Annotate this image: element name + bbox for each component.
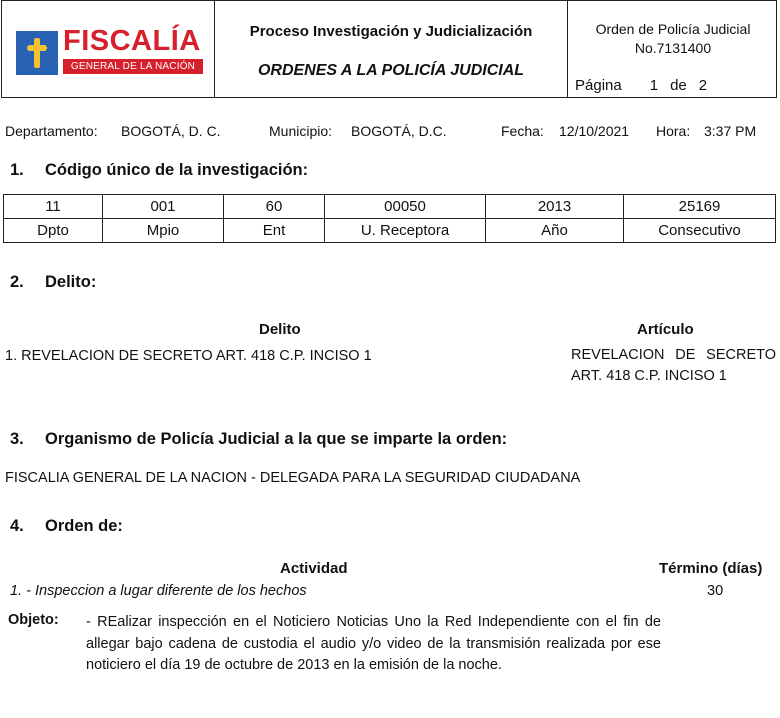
section-title: Organismo de Policía Judicial a la que se imparte la orden: [45, 430, 508, 448]
logo-wordmark: FISCALÍA [63, 25, 201, 57]
page-of: de [670, 77, 687, 94]
label-dpto: Dpto [4, 219, 103, 243]
page-indicator [575, 77, 707, 94]
code-ent: 60 [224, 195, 325, 219]
order-number-block [568, 20, 778, 58]
investigation-code-table [3, 194, 776, 243]
date-label: Fecha: [501, 123, 544, 139]
section-title: Delito: [45, 273, 97, 291]
articulo-text: REVELACION DE SECRETO ART. 418 C.P. INCISO 1 [571, 347, 776, 384]
label-receptora: U. Receptora [325, 219, 486, 243]
label-mpio: Mpio [103, 219, 224, 243]
cross-emblem-icon [27, 37, 47, 69]
section-1-heading [10, 161, 308, 180]
section-2-heading [10, 273, 96, 292]
code-receptora: 00050 [325, 195, 486, 219]
articulo-column-header: Artículo [637, 321, 694, 338]
order-number: No.7131400 [634, 40, 712, 56]
actividad-column-header: Actividad [280, 560, 348, 577]
code-year: 2013 [486, 195, 624, 219]
section-title: Orden de: [45, 517, 123, 535]
organism-text: FISCALIA GENERAL DE LA NACION - DELEGADA PARA LA SEGURIDAD CIUDADANA [5, 470, 581, 486]
code-labels-row [4, 219, 776, 243]
time-value: 3:37 PM [704, 123, 757, 139]
department-label: Departamento: [5, 123, 98, 139]
section-4-heading [10, 517, 123, 536]
section-3-heading [10, 430, 507, 449]
term-days-value: 30 [707, 583, 724, 599]
code-consecutive: 25169 [624, 195, 776, 219]
section-number: 4. [10, 517, 24, 535]
label-ent: Ent [224, 219, 325, 243]
order-label: Orden de Policía Judicial [595, 21, 751, 37]
municipality-value: BOGOTÁ, D.C. [351, 123, 447, 139]
code-mpio: 001 [103, 195, 224, 219]
document-title: ORDENES A LA POLICÍA JUDICIAL [257, 62, 525, 79]
department-value: BOGOTÁ, D. C. [121, 123, 221, 139]
time-label: Hora: [656, 123, 691, 139]
label-consecutive: Consecutivo [624, 219, 776, 243]
logo-subtitle: GENERAL DE LA NACIÓN [63, 59, 203, 74]
section-title: Código único de la investigación: [45, 161, 309, 179]
label-year: Año [486, 219, 624, 243]
code-dpto: 11 [4, 195, 103, 219]
date-value: 12/10/2021 [559, 123, 630, 139]
page-total: 2 [698, 77, 708, 94]
process-title: Proceso Investigación y Judicialización [249, 23, 533, 40]
section-number: 3. [10, 430, 24, 448]
objeto-label: Objeto: [8, 612, 59, 628]
document-header [1, 0, 777, 98]
activity-text: 1. - Inspeccion a lugar diferente de los hechos [10, 583, 307, 599]
section-number: 1. [10, 161, 24, 179]
municipality-label: Municipio: [269, 123, 333, 139]
section-number: 2. [10, 273, 24, 291]
termino-column-header: Término (días) [659, 560, 763, 577]
page-current: 1 [649, 77, 659, 94]
page-label: Página [575, 77, 622, 94]
header-divider [214, 1, 215, 97]
delito-column-header: Delito [259, 321, 301, 338]
objeto-text: - REalizar inspección en el Noticiero Noticias Uno la Red Independiente con el fin de allegar bajo cadena de custodia el audio y/o video de la transmisión realizada por ese noticiero el día 19 de octubre de 2013 en la emisión de la noche. [86, 614, 661, 673]
code-values-row [4, 195, 776, 219]
delito-text: 1. REVELACION DE SECRETO ART. 418 C.P. INCISO 1 [5, 348, 372, 364]
